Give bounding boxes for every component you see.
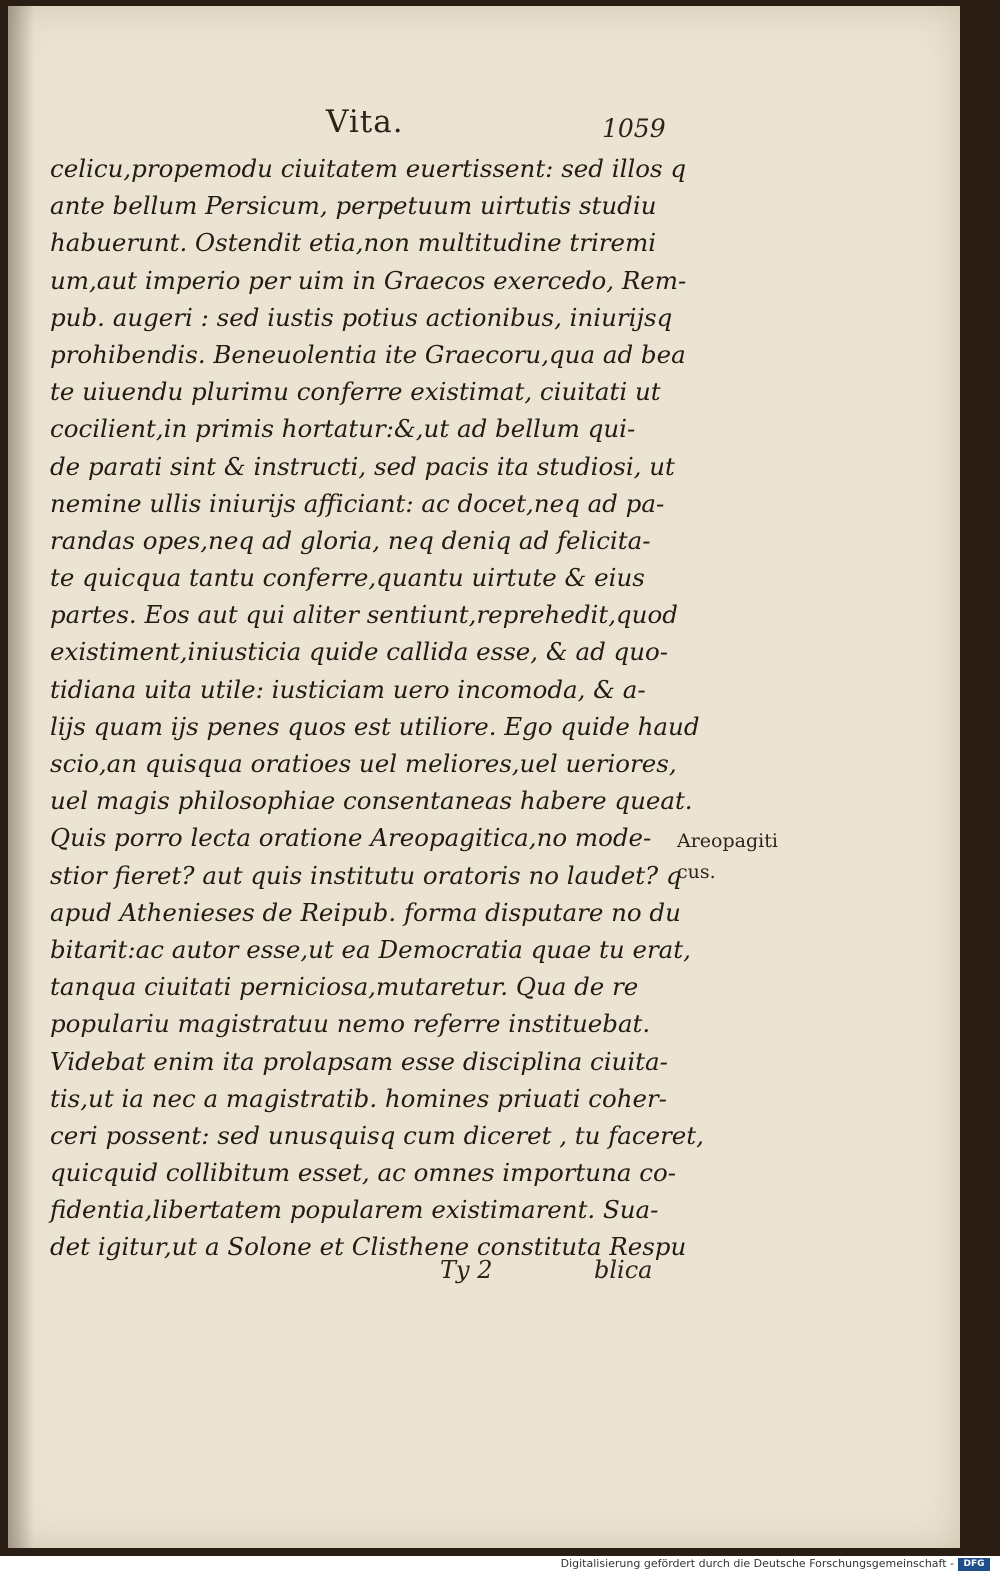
text-line: celicu,propemodu ciuitatem euertissent: sed illos q — [50, 154, 687, 183]
text-line: existiment,iniusticia quide callida esse, & ad quo- — [50, 637, 669, 667]
text-line: de parati sint & instructi, sed pacis ita studiosi, ut — [50, 451, 675, 481]
text-line: fidentia,libertatem popularem existimarent. Sua- — [50, 1195, 659, 1225]
text-line: Quis porro lecta oratione Areopagitica,no mode- — [50, 823, 652, 853]
text-line: ante bellum Persicum, perpetuum uirtutis studiu — [50, 191, 657, 221]
text-line: ceri possent: sed unusquisq cum diceret , tu faceret, — [50, 1120, 704, 1150]
text-line: te uiuendu plurimu conferre existimat, ciuitati ut — [50, 377, 661, 407]
text-line: populariu magistratuu nemo referre instituebat. — [50, 1009, 651, 1039]
text-line: uel magis philosophiae consentaneas habere queat. — [50, 786, 693, 816]
text-line: randas opes,neq ad gloria, neq deniq ad felicita- — [50, 525, 651, 555]
marginal-note — [677, 826, 778, 888]
text-line: apud Athenieses de Reipub. forma disputare no du — [50, 897, 681, 927]
text-line: lijs quam ijs penes quos est utiliore. Ego quide haud — [50, 711, 700, 741]
text-line: pub. augeri : sed iustis potius actionibus, iniurijsq — [50, 302, 673, 332]
text-line: um,aut imperio per uim in Graecos exercedo, Rem- — [50, 265, 687, 295]
text-line: scio,an quisqua oratioes uel meliores,uel ueriores, — [50, 749, 677, 778]
digitization-credit: Digitalisierung gefördert durch die Deutsche Forschungsgemeinschaft - — [560, 1557, 954, 1570]
running-head: Vita. — [326, 104, 404, 140]
text-line: tidiana uita utile: iusticiam uero incomoda, & a- — [50, 674, 646, 704]
text-line: bitarit:ac autor esse,ut ea Democratia quae tu erat, — [50, 934, 691, 964]
text-line: stior fieret? aut quis institutu oratoris no laudet? q — [50, 860, 682, 890]
text-line: cocilient,in primis hortatur:&,ut ad bellum qui- — [50, 414, 636, 444]
text-line: te quicqua tantu conferre,quantu uirtute & eius — [50, 563, 645, 593]
text-line: tis,ut ia nec a magistratib. homines priuati coher- — [50, 1083, 667, 1113]
page-number: 1059 — [602, 114, 666, 143]
text-line: partes. Eos aut qui aliter sentiunt,reprehedit,quod — [50, 600, 678, 630]
spine-shadow — [8, 6, 34, 1548]
signature-mark: Ty 2 — [440, 1256, 493, 1284]
text-line: tanqua ciuitati perniciosa,mutaretur. Qua de re — [50, 972, 639, 1002]
text-line: det igitur,ut a Solone et Clisthene constituta Respu — [50, 1232, 687, 1262]
text-line: Videbat enim ita prolapsam esse disciplina ciuita- — [50, 1046, 668, 1076]
catchword: blica — [594, 1256, 653, 1284]
marginal-note-line: cus. — [677, 861, 716, 883]
text-line: prohibendis. Beneuolentia ite Graecoru,qua ad bea — [50, 339, 686, 369]
text-line: quicquid collibitum esset, ac omnes importuna co- — [50, 1158, 676, 1188]
dfg-logo-icon: DFG — [958, 1558, 990, 1571]
marginal-note-line: Areopagiti — [677, 830, 778, 852]
text-line: habuerunt. Ostendit etia,non multitudine triremi — [50, 228, 657, 258]
text-line: nemine ullis iniurijs afficiant: ac docet,neq ad pa- — [50, 488, 665, 518]
